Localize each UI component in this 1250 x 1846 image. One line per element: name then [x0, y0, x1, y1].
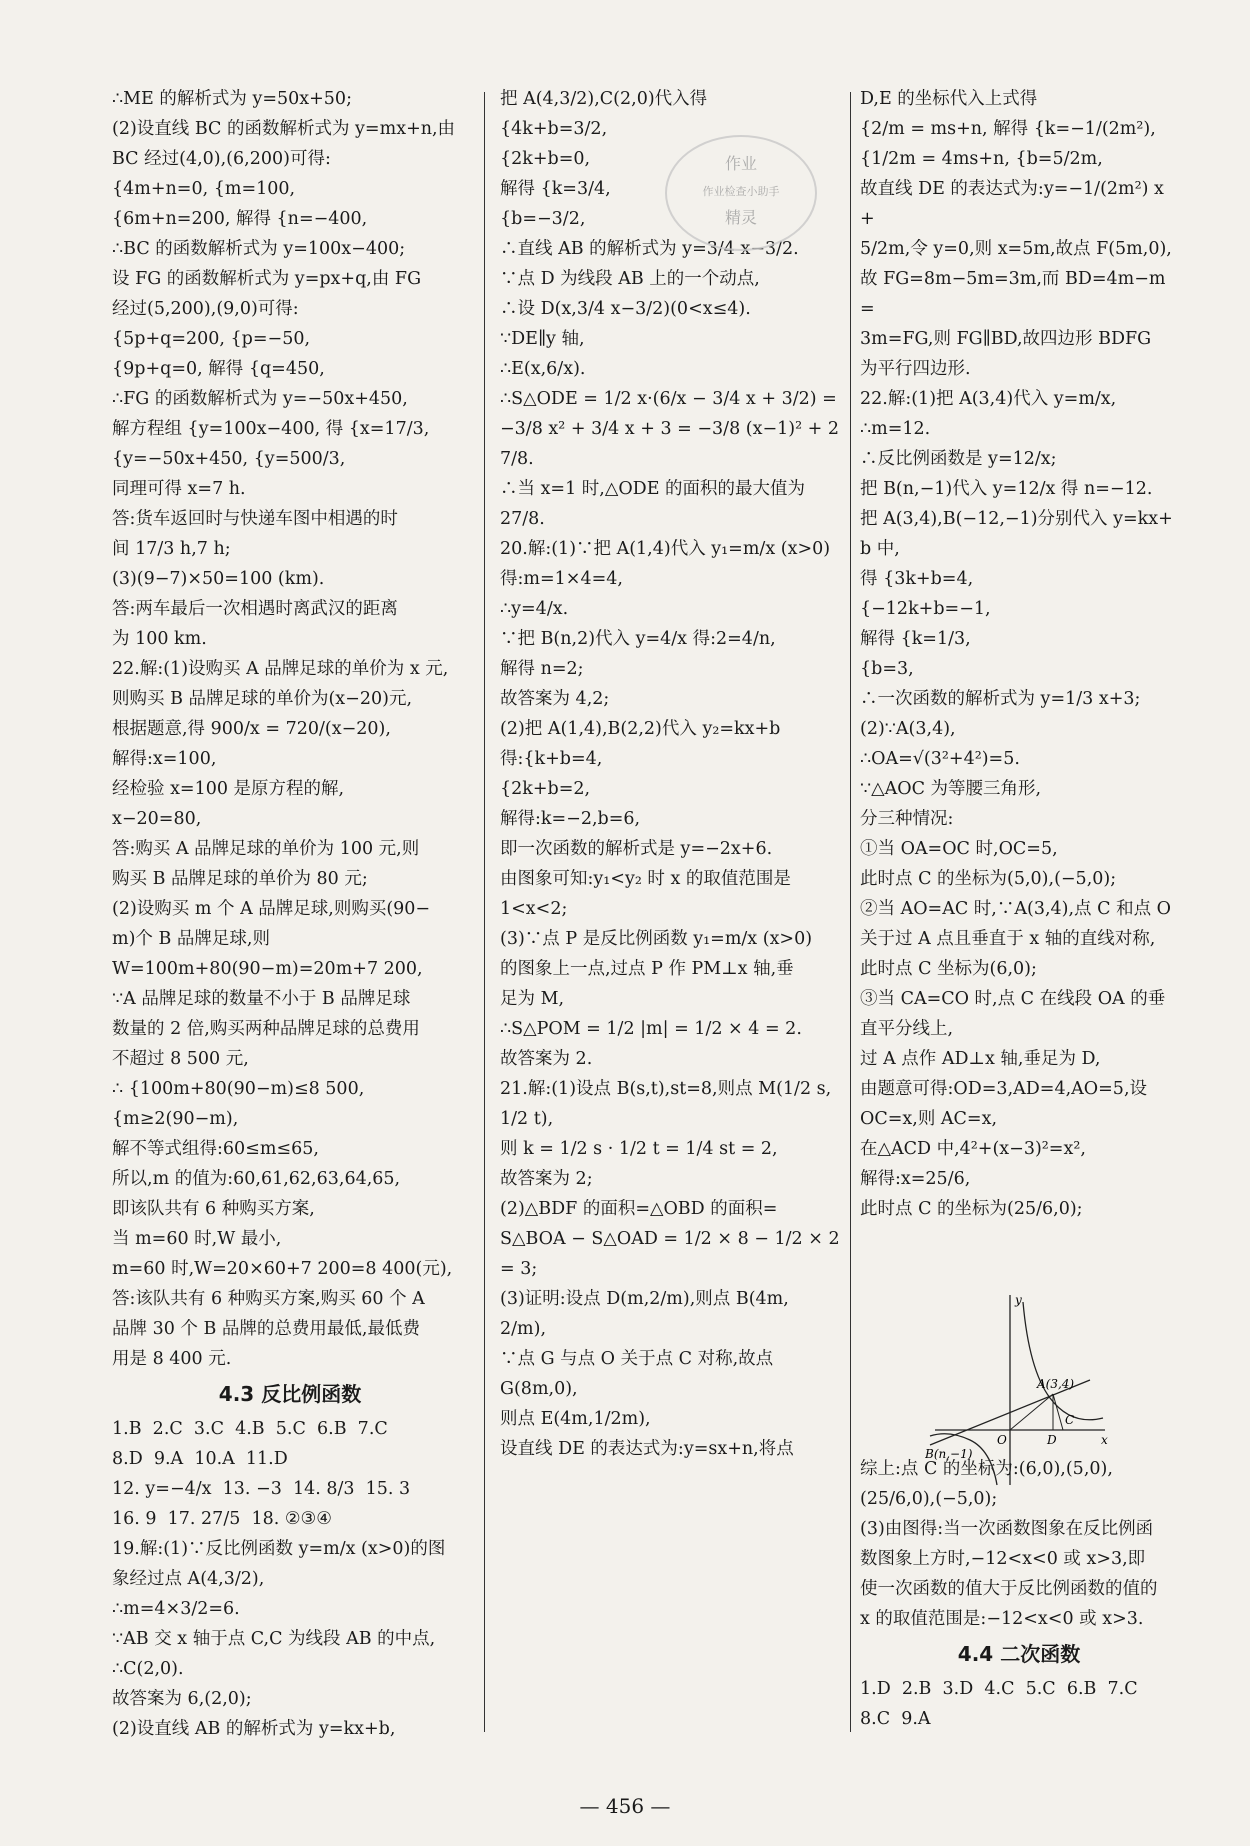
- text-line: 得:m=1×4=4,: [500, 569, 623, 589]
- text-line: ∵点 G 与点 O 关于点 C 对称,故点: [500, 1349, 774, 1369]
- text-line: 答:购买 A 品牌足球的单价为 100 元,则: [112, 839, 420, 859]
- text-line: ∴m=4×3/2=6.: [112, 1599, 240, 1619]
- text-line: ∴一次函数的解析式为 y=1/3 x+3;: [860, 689, 1141, 709]
- text-line: 由图象可知:y₁<y₂ 时 x 的取值范围是: [500, 869, 791, 889]
- text-line: (2)把 A(1,4),B(2,2)代入 y₂=kx+b: [500, 719, 781, 739]
- text-line: ∴S△POM = 1/2 |m| = 1/2 × 4 = 2.: [500, 1019, 802, 1039]
- text-line: 解得:k=−2,b=6,: [500, 809, 641, 829]
- graph-svg: [925, 1290, 1115, 1490]
- text-line: x−20=80,: [112, 809, 202, 829]
- text-line: ②当 AO=AC 时,∵A(3,4),点 C 和点 O: [860, 899, 1171, 919]
- text-line: 象经过点 A(4,3/2),: [112, 1569, 265, 1589]
- text-line: 12. y=−4/x 13. −3 14. 8/3 15. 3: [112, 1479, 411, 1499]
- text-line: 故直线 DE 的表达式为:y=−1/(2m²) x +: [860, 179, 1170, 229]
- text-line: 故答案为 4,2;: [500, 689, 610, 709]
- text-line: m=60 时,W=20×60+7 200=8 400(元),: [112, 1259, 453, 1279]
- text-line: 用是 8 400 元.: [112, 1349, 232, 1369]
- text-line: {4m+n=0, {m=100,: [112, 179, 296, 199]
- text-line: S△BOA − S△OAD = 1/2 × 8 − 1/2 × 2 = 3;: [500, 1229, 846, 1279]
- text-line: ∵△AOC 为等腰三角形,: [860, 779, 1042, 799]
- text-line: 当 m=60 时,W 最小,: [112, 1229, 282, 1249]
- text-line: 22.解:(1)把 A(3,4)代入 y=m/x,: [860, 389, 1117, 409]
- text-line: {4k+b=3/2,: [500, 119, 608, 139]
- text-line: (3)(9−7)×50=100 (km).: [112, 569, 325, 589]
- function-graph: [925, 1290, 1115, 1490]
- text-line: 把 A(4,3/2),C(2,0)代入得: [500, 89, 708, 109]
- stamp-text: 作业检查小助手: [702, 185, 780, 198]
- column-rule: [850, 92, 851, 1732]
- column-2: [500, 84, 846, 1464]
- text-line: 解得 n=2;: [500, 659, 584, 679]
- graph-label: D: [1047, 1433, 1057, 1447]
- text-line: 8.D 9.A 10.A 11.D: [112, 1449, 288, 1469]
- text-line: 2/m),: [500, 1319, 547, 1339]
- text-line: 所以,m 的值为:60,61,62,63,64,65,: [112, 1169, 401, 1189]
- graph-label: O: [997, 1433, 1007, 1447]
- text-line: {b=3,: [860, 659, 914, 679]
- text-line: 此时点 C 坐标为(6,0);: [860, 959, 1037, 979]
- text-line: 解得:x=25/6,: [860, 1169, 971, 1189]
- text-line: 16. 9 17. 27/5 18. ②③④: [112, 1509, 332, 1529]
- text-line: ∴y=4/x.: [500, 599, 569, 619]
- text-line: ①当 OA=OC 时,OC=5,: [860, 839, 1058, 859]
- text-line: 答:货车返回时与快递车图中相遇的时: [112, 509, 398, 529]
- text-line: ∴E(x,6/x).: [500, 359, 586, 379]
- segment-ac: [1053, 1394, 1063, 1430]
- text-line: ∵点 D 为线段 AB 上的一个动点,: [500, 269, 760, 289]
- text-line: {6m+n=200, 解得 {n=−400,: [112, 209, 368, 229]
- text-line: 1.D 2.B 3.D 4.C 5.C 6.B 7.C: [860, 1679, 1138, 1699]
- text-line: 直平分线上,: [860, 1019, 954, 1039]
- text-line: G(8m,0),: [500, 1379, 578, 1399]
- text-line: ③当 CA=CO 时,点 C 在线段 OA 的垂: [860, 989, 1166, 1009]
- page-number: — 456 —: [579, 1794, 671, 1818]
- text-line: (3)∵点 P 是反比例函数 y₁=m/x (x>0): [500, 929, 813, 949]
- text-line: ∵AB 交 x 轴于点 C,C 为线段 AB 的中点,: [112, 1629, 436, 1649]
- text-line: 答:该队共有 6 种购买方案,购买 60 个 A: [112, 1289, 425, 1309]
- text-line: 27/8.: [500, 509, 545, 529]
- text-line: ∴反比例函数是 y=12/x;: [860, 449, 1057, 469]
- text-line: 品牌 30 个 B 品牌的总费用最低,最低费: [112, 1319, 420, 1339]
- text-line: {m≥2(90−m),: [112, 1109, 239, 1129]
- text-line: 1<x<2;: [500, 899, 568, 919]
- column-3-answers: [860, 1674, 1178, 1734]
- column-1-lines: [112, 84, 468, 1374]
- text-line: 分三种情况:: [860, 809, 954, 829]
- text-line: 3m=FG,则 FG∥BD,故四边形 BDFG: [860, 329, 1152, 349]
- column-2-lines: [500, 84, 846, 1464]
- text-line: 故 FG=8m−5m=3m,而 BD=4m−m=: [860, 269, 1166, 319]
- text-line: 经检验 x=100 是原方程的解,: [112, 779, 345, 799]
- text-line: (2)设购买 m 个 A 品牌足球,则购买(90−: [112, 899, 431, 919]
- text-line: 解不等式组得:60≤m≤65,: [112, 1139, 319, 1159]
- text-line: {−12k+b=−1,: [860, 599, 991, 619]
- text-line: 数图象上方时,−12<x<0 或 x>3,即: [860, 1549, 1146, 1569]
- text-line: 则 k = 1/2 s · 1/2 t = 1/4 st = 2,: [500, 1139, 778, 1159]
- text-line: 解得 {k=3/4,: [500, 179, 611, 199]
- text-line: 故答案为 2;: [500, 1169, 593, 1189]
- text-line: 综上:点 C 的坐标为:(6,0),(5,0),: [860, 1459, 1113, 1479]
- text-line: ∴m=12.: [860, 419, 931, 439]
- text-line: 5/2m,令 y=0,则 x=5m,故点 F(5m,0),: [860, 239, 1172, 259]
- text-line: (25/6,0),(−5,0);: [860, 1489, 998, 1509]
- text-line: ∵把 B(n,2)代入 y=4/x 得:2=4/n,: [500, 629, 776, 649]
- text-line: ∴ {100m+80(90−m)≤8 500,: [112, 1079, 365, 1099]
- text-line: {b=−3/2,: [500, 209, 586, 229]
- text-line: 间 17/3 h,7 h;: [112, 539, 231, 559]
- text-line: 经过(5,200),(9,0)可得:: [112, 299, 299, 319]
- text-line: {2k+b=0,: [500, 149, 591, 169]
- text-line: {1/2m = 4ms+n, {b=5/2m,: [860, 149, 1103, 169]
- section-heading: 4.4 二次函数: [957, 1642, 1081, 1666]
- column-rule: [484, 92, 485, 1732]
- text-line: 设 FG 的函数解析式为 y=px+q,由 FG: [112, 269, 422, 289]
- text-line: BC 经过(4,0),(6,200)可得:: [112, 149, 331, 169]
- text-line: 22.解:(1)设购买 A 品牌足球的单价为 x 元,: [112, 659, 449, 679]
- text-line: {2/m = ms+n, 解得 {k=−1/(2m²),: [860, 119, 1156, 139]
- text-line: ∴OA=√(3²+4²)=5.: [860, 749, 1020, 769]
- text-line: m)个 B 品牌足球,则: [112, 929, 270, 949]
- watermark-stamp: [665, 135, 817, 251]
- text-line: {y=−50x+450, {y=500/3,: [112, 449, 346, 469]
- text-line: 关于过 A 点且垂直于 x 轴的直线对称,: [860, 929, 1156, 949]
- text-line: 解得 {k=1/3,: [860, 629, 971, 649]
- graph-label: A(3,4): [1037, 1377, 1075, 1391]
- text-line: 使一次函数的值大于反比例函数的值的: [860, 1579, 1158, 1599]
- text-line: 此时点 C 的坐标为(25/6,0);: [860, 1199, 1083, 1219]
- text-line: −3/8 x² + 3/4 x + 3 = −3/8 (x−1)² + 27/8.: [500, 419, 840, 469]
- text-line: OC=x,则 AC=x,: [860, 1109, 998, 1129]
- text-line: 把 A(3,4),B(−12,−1)分别代入 y=kx+: [860, 509, 1173, 529]
- section-heading: 4.3 反比例函数: [218, 1382, 362, 1406]
- text-line: 21.解:(1)设点 B(s,t),st=8,则点 M(1/2 s,: [500, 1079, 832, 1099]
- text-line: 的图象上一点,过点 P 作 PM⊥x 轴,垂: [500, 959, 794, 979]
- text-line: 设直线 DE 的表达式为:y=sx+n,将点: [500, 1439, 794, 1459]
- text-line: 根据题意,得 900/x = 720/(x−20),: [112, 719, 391, 739]
- text-line: 在△ACD 中,4²+(x−3)²=x²,: [860, 1139, 1086, 1159]
- segment-oa: [1010, 1394, 1053, 1430]
- text-line: 购买 B 品牌足球的单价为 80 元;: [112, 869, 368, 889]
- text-line: x 的取值范围是:−12<x<0 或 x>3.: [860, 1609, 1144, 1629]
- graph-label: y: [1015, 1293, 1022, 1307]
- text-line: 把 B(n,−1)代入 y=12/x 得 n=−12.: [860, 479, 1153, 499]
- text-line: 即该队共有 6 种购买方案,: [112, 1199, 315, 1219]
- stamp-text: 精灵: [724, 208, 758, 227]
- text-line: {5p+q=200, {p=−50,: [112, 329, 311, 349]
- text-line: 即一次函数的解析式是 y=−2x+6.: [500, 839, 773, 859]
- text-line: ∴C(2,0).: [112, 1659, 184, 1679]
- text-line: 20.解:(1)∵把 A(1,4)代入 y₁=m/x (x>0): [500, 539, 831, 559]
- text-line: 则点 E(4m,1/2m),: [500, 1409, 651, 1429]
- text-line: 为 100 km.: [112, 629, 207, 649]
- text-line: 1/2 t),: [500, 1109, 554, 1129]
- text-line: D,E 的坐标代入上式得: [860, 89, 1038, 109]
- text-line: 答:两车最后一次相遇时离武汉的距离: [112, 599, 398, 619]
- graph-label: B(n,−1): [925, 1447, 973, 1461]
- text-line: 不超过 8 500 元,: [112, 1049, 249, 1069]
- text-line: 得:{k+b=4,: [500, 749, 603, 769]
- text-line: 同理可得 x=7 h.: [112, 479, 246, 499]
- text-line: (2)△BDF 的面积=△OBD 的面积=: [500, 1199, 778, 1219]
- text-line: (2)∵A(3,4),: [860, 719, 956, 739]
- text-line: ∵A 品牌足球的数量不小于 B 品牌足球: [112, 989, 411, 1009]
- text-line: (2)设直线 BC 的函数解析式为 y=mx+n,由: [112, 119, 456, 139]
- text-line: ∴S△ODE = 1/2 x·(6/x − 3/4 x + 3/2) =: [500, 389, 837, 409]
- stamp-graphic: [667, 137, 815, 249]
- text-line: (2)设直线 AB 的解析式为 y=kx+b,: [112, 1719, 396, 1739]
- text-line: ∴当 x=1 时,△ODE 的面积的最大值为: [500, 479, 806, 499]
- text-line: ∴ME 的解析式为 y=50x+50;: [112, 89, 352, 109]
- text-line: ∴BC 的函数解析式为 y=100x−400;: [112, 239, 406, 259]
- text-line: {9p+q=0, 解得 {q=450,: [112, 359, 325, 379]
- text-line: ∵DE∥y 轴,: [500, 329, 585, 349]
- text-line: ∴设 D(x,3/4 x−3/2)(0<x≤4).: [500, 299, 751, 319]
- text-line: 1.B 2.C 3.C 4.B 5.C 6.B 7.C: [112, 1419, 388, 1439]
- text-line: 由题意可得:OD=3,AD=4,AO=5,设: [860, 1079, 1148, 1099]
- text-line: {2k+b=2,: [500, 779, 591, 799]
- text-line: 得 {3k+b=4,: [860, 569, 974, 589]
- text-line: 解方程组 {y=100x−400, 得 {x=17/3,: [112, 419, 430, 439]
- text-line: 此时点 C 的坐标为(5,0),(−5,0);: [860, 869, 1117, 889]
- graph-label: C: [1065, 1413, 1075, 1427]
- column-1: [112, 84, 468, 1744]
- text-line: ∴直线 AB 的解析式为 y=3/4 x−3/2.: [500, 239, 799, 259]
- text-line: ∴FG 的函数解析式为 y=−50x+450,: [112, 389, 408, 409]
- text-line: (3)由图得:当一次函数图象在反比例函: [860, 1519, 1154, 1539]
- text-line: 数量的 2 倍,购买两种品牌足球的总费用: [112, 1019, 420, 1039]
- graph-label: x: [1101, 1433, 1108, 1447]
- text-line: 则购买 B 品牌足球的单价为(x−20)元,: [112, 689, 413, 709]
- column-3-lines: [860, 84, 1178, 1224]
- text-line: W=100m+80(90−m)=20m+7 200,: [112, 959, 423, 979]
- text-line: 19.解:(1)∵反比例函数 y=m/x (x>0)的图: [112, 1539, 446, 1559]
- text-line: 故答案为 2.: [500, 1049, 593, 1069]
- text-line: (3)证明:设点 D(m,2/m),则点 B(4m,: [500, 1289, 789, 1309]
- text-line: 8.C 9.A: [860, 1709, 931, 1729]
- text-line: 过 A 点作 AD⊥x 轴,垂足为 D,: [860, 1049, 1101, 1069]
- column-1-answers: [112, 1414, 468, 1744]
- text-line: 足为 M,: [500, 989, 565, 1009]
- text-line: 为平行四边形.: [860, 359, 971, 379]
- text-line: b 中,: [860, 539, 900, 559]
- text-line: 解得:x=100,: [112, 749, 217, 769]
- text-line: 故答案为 6,(2,0);: [112, 1689, 252, 1709]
- stamp-text: 作业: [724, 154, 758, 173]
